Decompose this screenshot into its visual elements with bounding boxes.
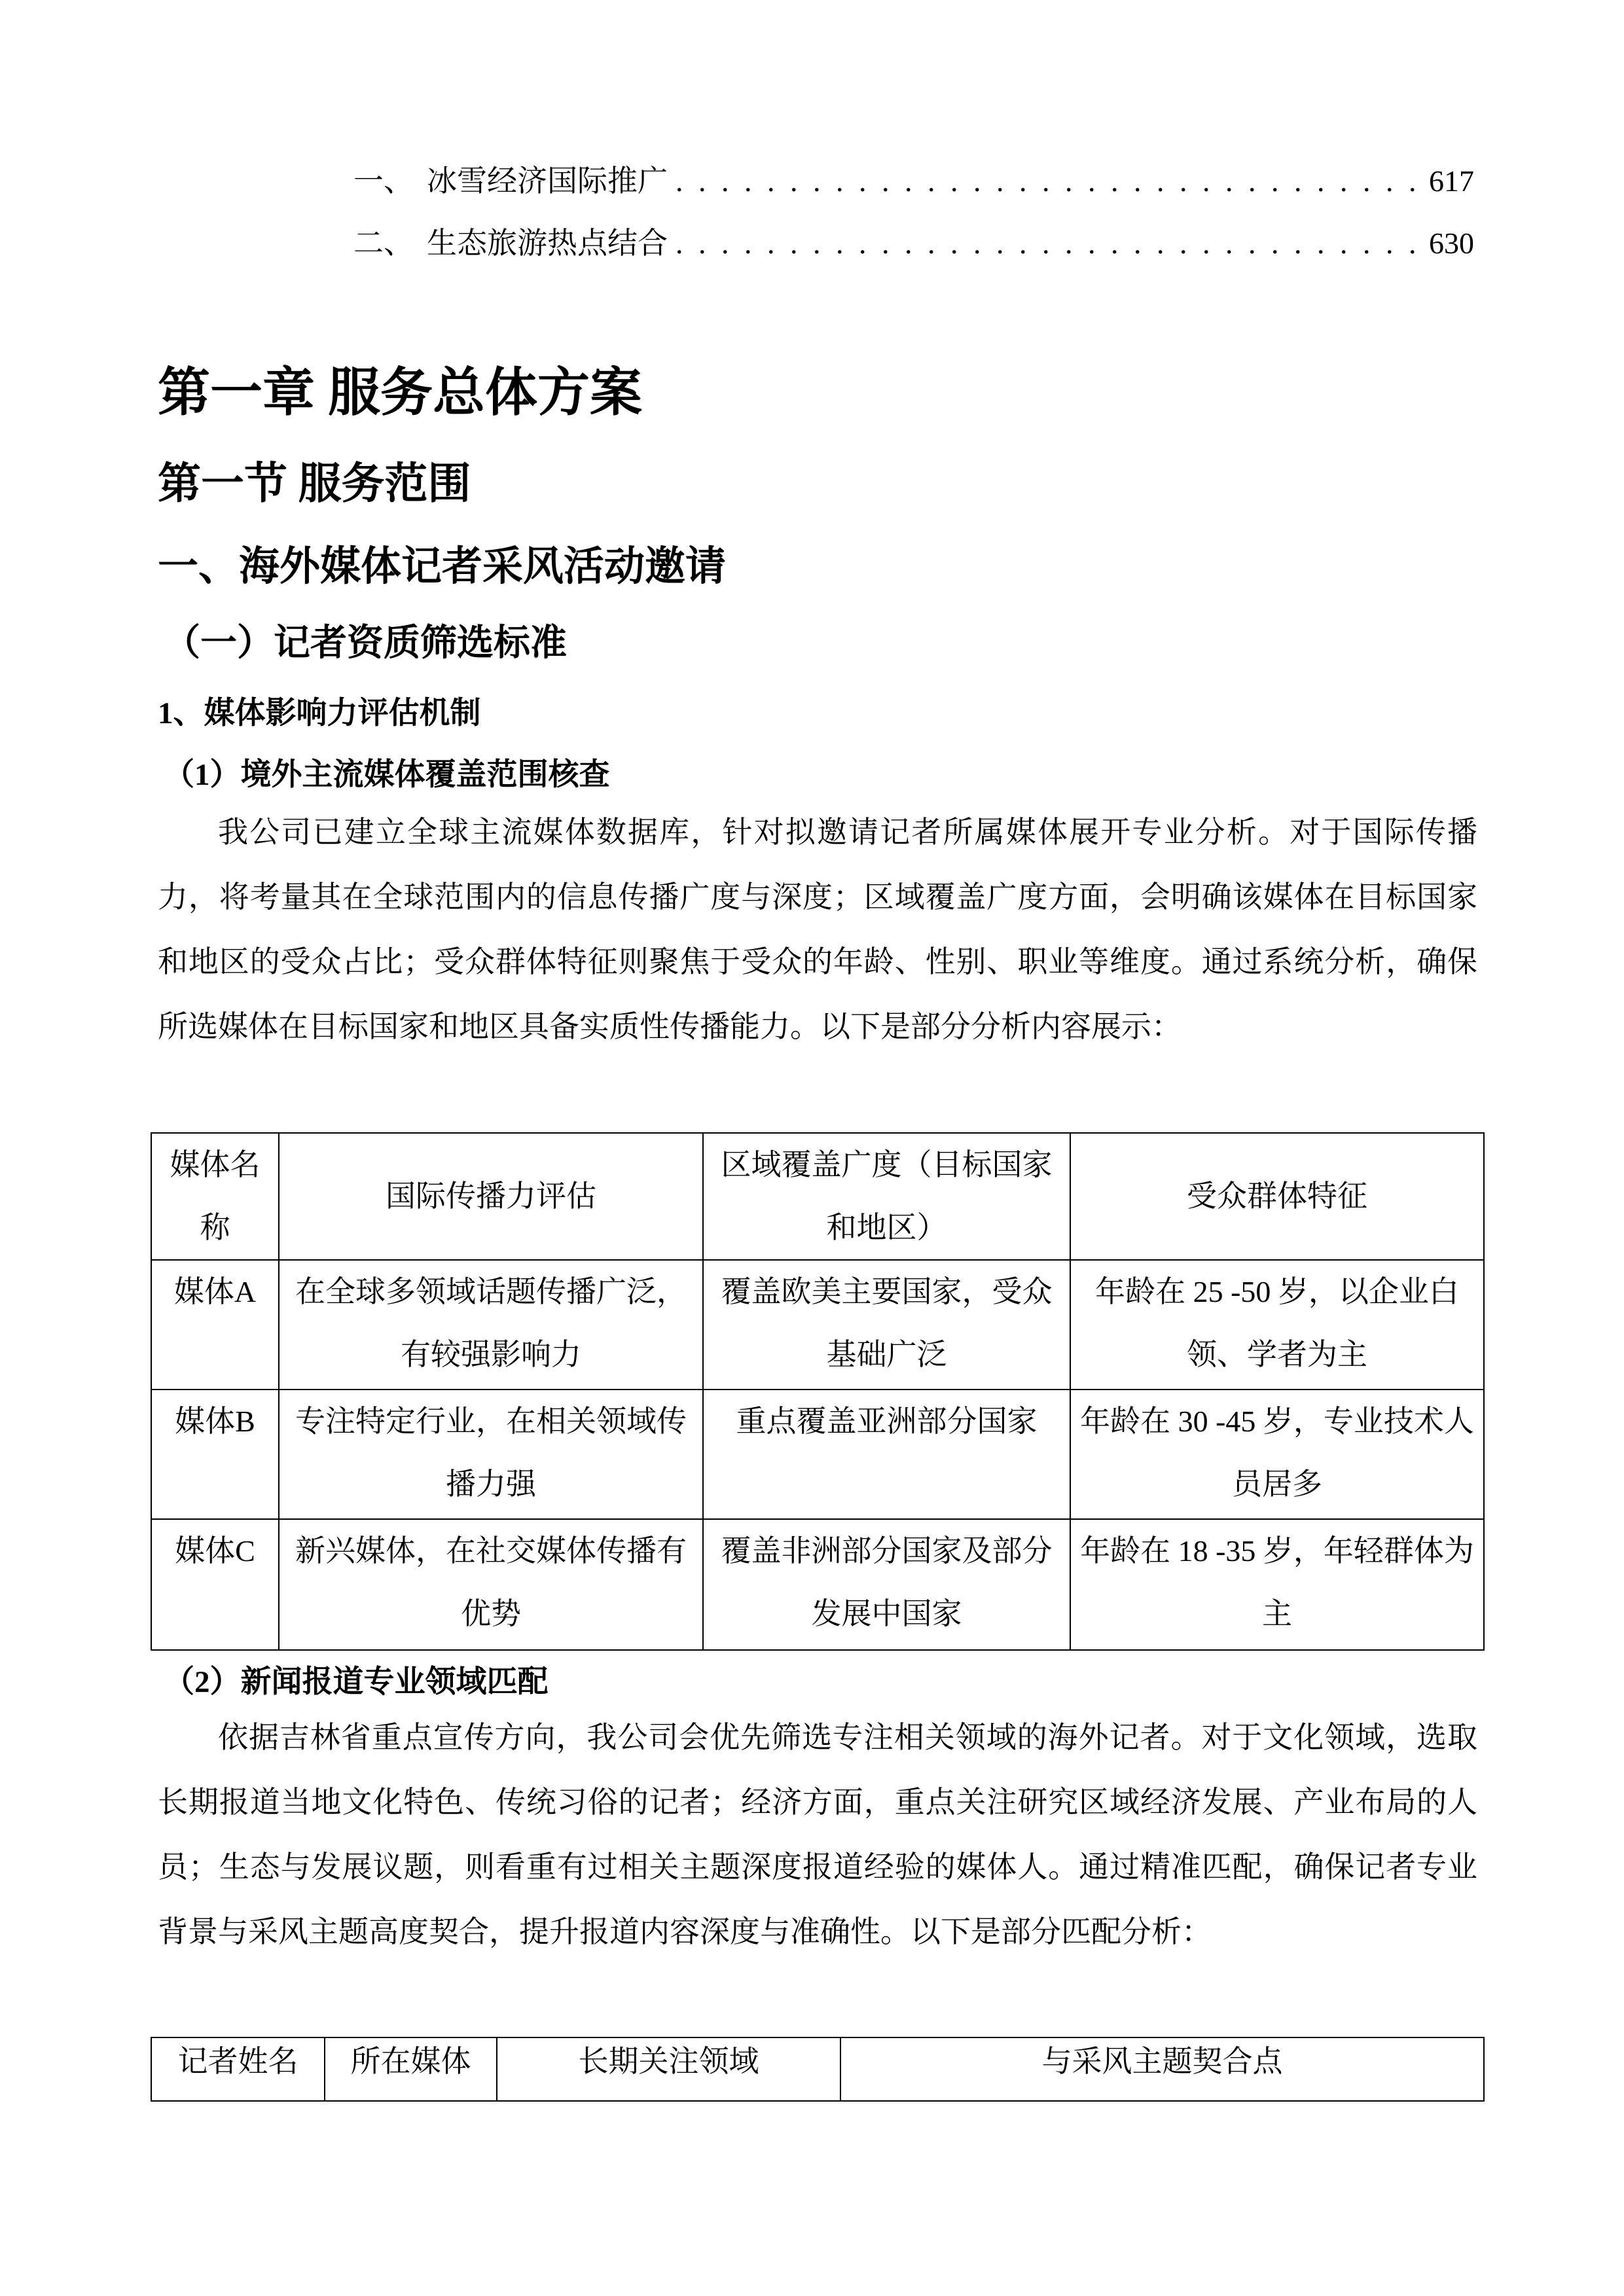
header-cell: 所在媒体	[325, 2037, 497, 2101]
journalist-match-table	[151, 2037, 1485, 2102]
header-cell: 长期关注领域	[497, 2037, 840, 2101]
cell: 重点覆盖亚洲部分国家	[703, 1390, 1070, 1519]
item-subheading: （2）新闻报道专业领域匹配	[164, 1665, 549, 1699]
table-row	[151, 1519, 1484, 1650]
toc-page: 617	[1429, 164, 1474, 198]
table-header-row	[151, 1133, 1484, 1260]
header-cell: 与采风主题契合点	[840, 2037, 1484, 2101]
toc-entry[interactable]	[353, 157, 1474, 200]
toc-title: 冰雪经济国际推广	[427, 164, 668, 198]
cell: 年龄在 30 -45 岁，专业技术人员居多	[1070, 1390, 1484, 1519]
item-subheading: （1）境外主流媒体覆盖范围核查	[164, 758, 610, 792]
cell: 专注特定行业，在相关领域传播力强	[279, 1390, 703, 1519]
toc-number: 一、	[353, 164, 414, 198]
toc-leader	[676, 164, 1421, 198]
paragraph: 依据吉林省重点宣传方向，我公司会优先筛选专注相关领域的海外记者。对于文化领域，选取长期报道当地文化特色、传统习俗的记者；经济方面，重点关注研究区域经济发展、产业布局的人员；生态与发展议题，则看重有过相关主题深度报道经验的媒体人。通过精准匹配，确保记者专业背景与采风主题高度契合，提升报道内容深度与准确性。以下是部分匹配分析：	[158, 1721, 1477, 1948]
cell: 覆盖非洲部分国家及部分发展中国家	[703, 1519, 1070, 1650]
cell: 媒体B	[151, 1390, 279, 1519]
chapter-heading: 第一章 服务总体方案	[158, 365, 642, 422]
cell: 媒体A	[151, 1260, 279, 1390]
subsubsection-heading: （一）记者资质筛选标准	[164, 623, 567, 664]
toc-title: 生态旅游热点结合	[427, 226, 668, 260]
toc-entry[interactable]	[353, 219, 1474, 262]
header-cell: 区域覆盖广度（目标国家和地区）	[703, 1133, 1070, 1260]
header-cell: 记者姓名	[151, 2037, 325, 2101]
cell: 在全球多领域话题传播广泛，有较强影响力	[279, 1260, 703, 1390]
cell: 覆盖欧美主要国家，受众基础广泛	[703, 1260, 1070, 1390]
header-cell: 国际传播力评估	[279, 1133, 703, 1260]
cell: 新兴媒体，在社交媒体传播有优势	[279, 1519, 703, 1650]
item-heading: 1、媒体影响力评估机制	[158, 696, 481, 730]
table-row	[151, 1260, 1484, 1390]
section-heading: 第一节 服务范围	[158, 460, 471, 508]
media-analysis-table	[151, 1132, 1485, 1651]
table-header-row	[151, 2037, 1484, 2101]
paragraph: 我公司已建立全球主流媒体数据库，针对拟邀请记者所属媒体展开专业分析。对于国际传播力，将考量其在全球范围内的信息传播广度与深度；区域覆盖广度方面，会明确该媒体在目标国家和地区的受众占比；受众群体特征则聚焦于受众的年龄、性别、职业等维度。通过系统分析，确保所选媒体在目标国家和地区具备实质性传播能力。以下是部分分析内容展示：	[158, 816, 1477, 1043]
toc-number: 二、	[353, 226, 414, 260]
header-cell: 受众群体特征	[1070, 1133, 1484, 1260]
cell: 年龄在 25 -50 岁，以企业白领、学者为主	[1070, 1260, 1484, 1390]
cell: 年龄在 18 -35 岁，年轻群体为主	[1070, 1519, 1484, 1650]
toc-page: 630	[1429, 226, 1474, 260]
cell: 媒体C	[151, 1519, 279, 1650]
subsection-heading: 一、海外媒体记者采风活动邀请	[158, 545, 727, 589]
toc-leader	[676, 226, 1421, 260]
table-row	[151, 1390, 1484, 1519]
header-cell: 媒体名称	[151, 1133, 279, 1260]
